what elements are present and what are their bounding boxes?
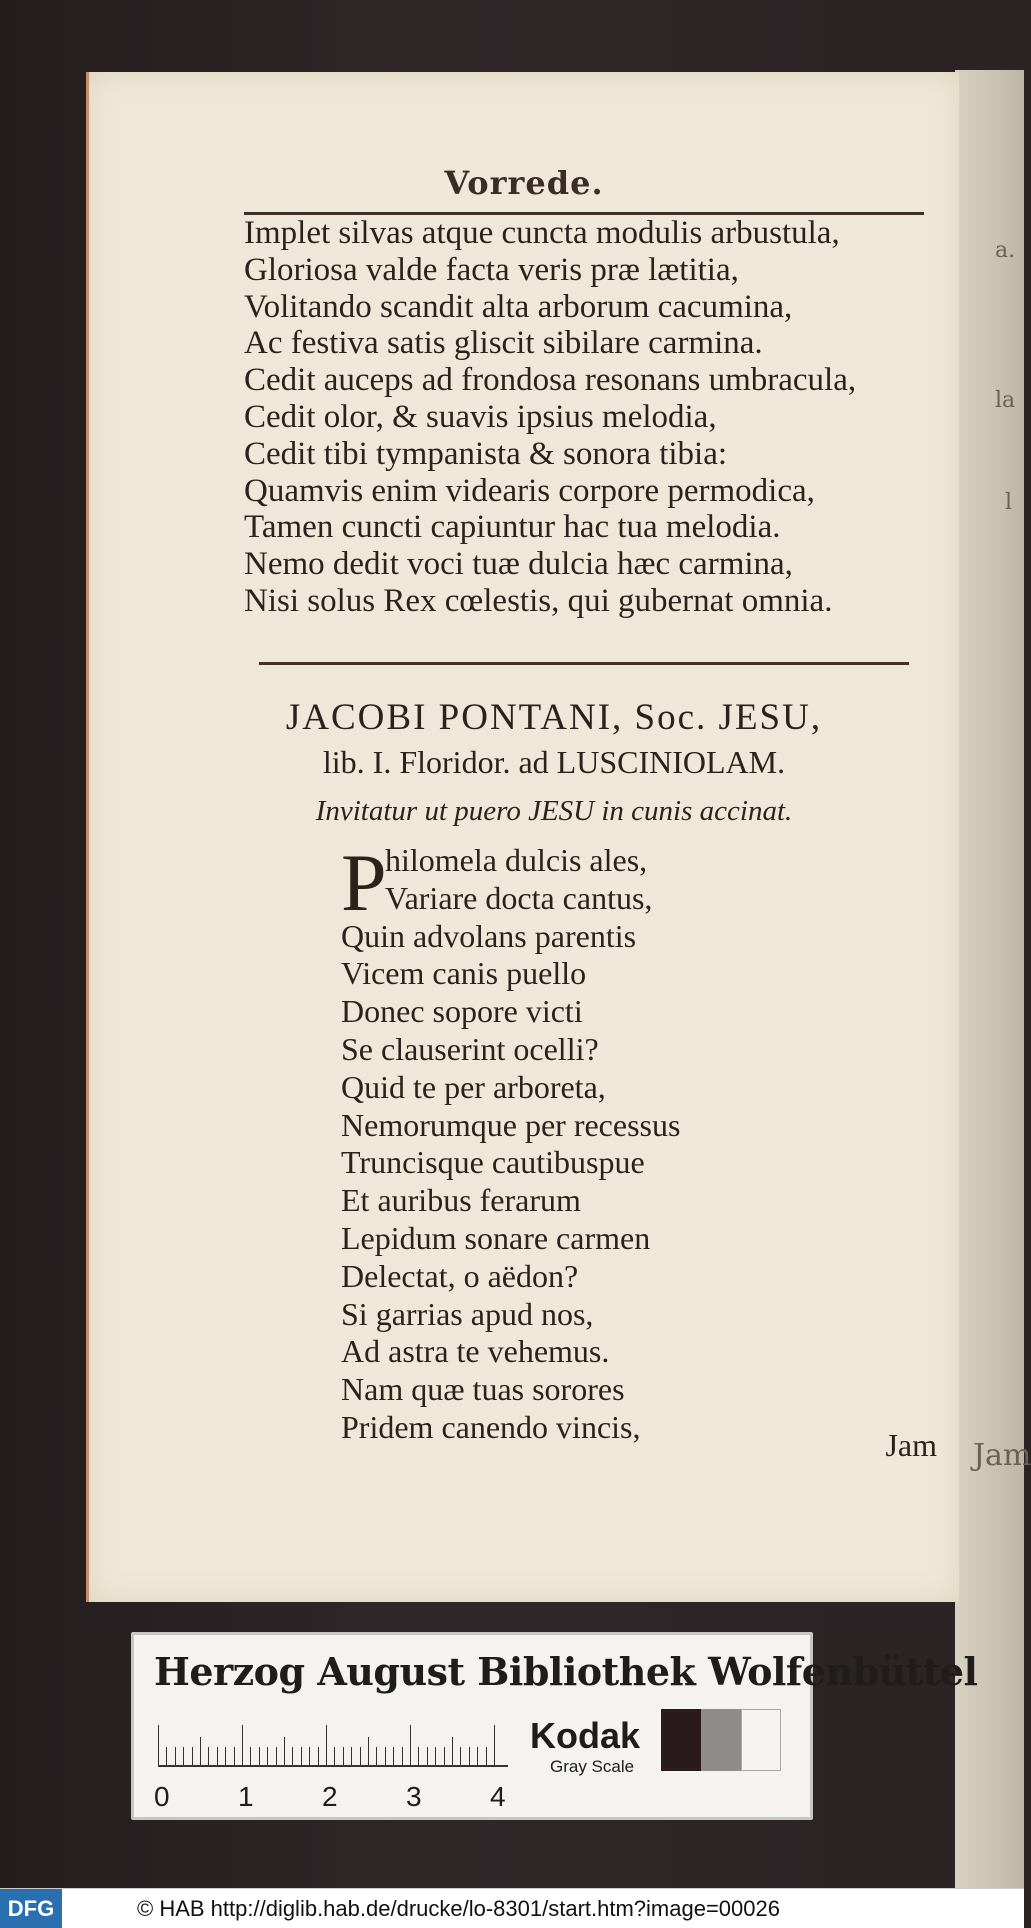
poem-line: Delectat, o aëdon? bbox=[341, 1257, 579, 1294]
ruler-tick bbox=[477, 1747, 478, 1765]
ruler-tick bbox=[301, 1747, 302, 1765]
ruler bbox=[158, 1725, 508, 1767]
poem-line: Nemorumque per recessus bbox=[341, 1106, 681, 1143]
copyright-link[interactable]: © HAB http://diglib.hab.de/drucke/lo-8301/start.htm?image=00026 bbox=[137, 1896, 780, 1921]
ruler-number: 0 bbox=[154, 1781, 170, 1812]
ruler-tick bbox=[158, 1725, 159, 1765]
poem-line: Quid te per arboreta, bbox=[341, 1068, 606, 1105]
footer-bar bbox=[0, 1888, 1024, 1928]
verse-line: Gloriosa valde facta veris præ lætitia, bbox=[244, 251, 739, 288]
color-calibration-card bbox=[131, 1632, 978, 1820]
edge-letter: l bbox=[1005, 490, 1013, 515]
ruler-number: 2 bbox=[322, 1781, 338, 1812]
dfg-logo: DFG bbox=[0, 1889, 62, 1928]
running-head: Vorrede. bbox=[444, 164, 604, 202]
kodak-subtitle: Gray Scale bbox=[550, 1757, 635, 1776]
poem-line: Lepidum sonare carmen bbox=[341, 1219, 651, 1256]
ruler-tick bbox=[225, 1747, 226, 1765]
poem-block bbox=[341, 837, 861, 1447]
poem-line: Truncisque cautibuspue bbox=[341, 1144, 645, 1181]
poem-line: Et auribus ferarum bbox=[341, 1182, 581, 1219]
ruler-tick bbox=[309, 1747, 310, 1765]
ruler-tick bbox=[326, 1725, 327, 1765]
verse-block bbox=[244, 215, 944, 620]
ruler-tick bbox=[192, 1747, 193, 1765]
kodak-logo: Kodak bbox=[530, 1715, 641, 1756]
poem-line: Variare docta cantus, bbox=[385, 879, 653, 916]
poem-line: Se clauserint ocelli? bbox=[341, 1030, 599, 1067]
next-page-edge bbox=[955, 70, 1031, 1890]
ruler-tick bbox=[435, 1747, 436, 1765]
ruler-tick bbox=[175, 1747, 176, 1765]
ruler-tick bbox=[343, 1747, 344, 1765]
ruler-tick bbox=[427, 1747, 428, 1765]
ruler-tick bbox=[368, 1737, 369, 1765]
gray-swatch-light bbox=[741, 1709, 781, 1771]
verse-line: Cedit auceps ad frondosa resonans umbracula, bbox=[244, 362, 857, 399]
ruler-tick bbox=[250, 1747, 251, 1765]
verse-line: Cedit olor, & suavis ipsius melodia, bbox=[244, 398, 717, 435]
ruler-tick bbox=[393, 1747, 394, 1765]
section-heading: JACOBI PONTANI, Soc. JESU, bbox=[285, 697, 823, 738]
verse-line: Cedit tibi tympanista & sonora tibia: bbox=[244, 435, 728, 472]
ruler-tick bbox=[376, 1747, 377, 1765]
ruler-tick bbox=[418, 1747, 419, 1765]
edge-letter: la bbox=[995, 388, 1016, 413]
poem-line: Ad astra te vehemus. bbox=[341, 1333, 610, 1370]
ruler-tick bbox=[351, 1747, 352, 1765]
ruler-tick bbox=[208, 1747, 209, 1765]
gray-swatch-dark bbox=[661, 1709, 701, 1771]
ruler-tick bbox=[460, 1747, 461, 1765]
ruler-tick bbox=[200, 1737, 201, 1765]
poem-line: Nam quæ tuas sorores bbox=[341, 1371, 625, 1408]
ruler-tick bbox=[259, 1747, 260, 1765]
section-rubric: Invitatur ut puero JESU in cunis accinat. bbox=[315, 795, 793, 827]
verse-line: Ac festiva satis gliscit sibilare carmina. bbox=[244, 325, 763, 362]
ruler-tick bbox=[267, 1747, 268, 1765]
verse-line: Nemo dedit voci tuæ dulcia hæc carmina, bbox=[244, 546, 793, 583]
ruler-tick bbox=[242, 1725, 243, 1765]
poem-line: Si garrias apud nos, bbox=[341, 1295, 594, 1332]
ruler-tick bbox=[284, 1737, 285, 1765]
verse-line: Implet silvas atque cuncta modulis arbustula, bbox=[244, 215, 840, 251]
section-subheading: lib. I. Floridor. ad LUSCINIOLAM. bbox=[322, 744, 786, 780]
poem-line: Donec sopore victi bbox=[341, 993, 583, 1030]
edge-letter: Jam bbox=[973, 1438, 1031, 1473]
book-page bbox=[86, 72, 959, 1602]
gray-swatch-mid bbox=[701, 1709, 741, 1771]
poem-line: Quin advolans parentis bbox=[341, 917, 637, 954]
verse-line: Tamen cuncti capiuntur hac tua melodia. bbox=[244, 509, 781, 546]
ruler-tick bbox=[360, 1747, 361, 1765]
ruler-number: 1 bbox=[238, 1781, 254, 1812]
poem-line: hilomela dulcis ales, bbox=[385, 842, 648, 878]
section-rule bbox=[259, 662, 909, 665]
verse-line: Nisi solus Rex cœlestis, qui gubernat omnia. bbox=[244, 582, 833, 619]
ruler-number: 4 bbox=[490, 1781, 506, 1812]
ruler-tick bbox=[452, 1737, 453, 1765]
ruler-tick bbox=[318, 1747, 319, 1765]
ruler-tick bbox=[469, 1747, 470, 1765]
ruler-tick bbox=[444, 1747, 445, 1765]
drop-cap: P bbox=[341, 837, 387, 928]
ruler-tick bbox=[486, 1747, 487, 1765]
ruler-tick bbox=[410, 1725, 411, 1765]
edge-letter: a. bbox=[995, 238, 1016, 263]
ruler-tick bbox=[494, 1725, 495, 1765]
catchword: Jam bbox=[885, 1427, 937, 1463]
ruler-tick bbox=[402, 1747, 403, 1765]
ruler-tick bbox=[292, 1747, 293, 1765]
verse-line: Quamvis enim videaris corpore permodica, bbox=[244, 472, 815, 509]
ruler-number: 3 bbox=[406, 1781, 422, 1812]
card-title: Herzog August Bibliothek Wolfenbüttel bbox=[154, 1649, 978, 1694]
ruler-tick bbox=[234, 1747, 235, 1765]
ruler-tick bbox=[166, 1747, 167, 1765]
ruler-tick bbox=[385, 1747, 386, 1765]
ruler-tick bbox=[276, 1747, 277, 1765]
poem-line: Vicem canis puello bbox=[341, 955, 587, 992]
poem-line: Pridem canendo vincis, bbox=[341, 1408, 641, 1445]
ruler-tick bbox=[334, 1747, 335, 1765]
verse-line: Volitando scandit alta arborum cacumina, bbox=[244, 288, 793, 325]
ruler-tick bbox=[217, 1747, 218, 1765]
ruler-tick bbox=[183, 1747, 184, 1765]
